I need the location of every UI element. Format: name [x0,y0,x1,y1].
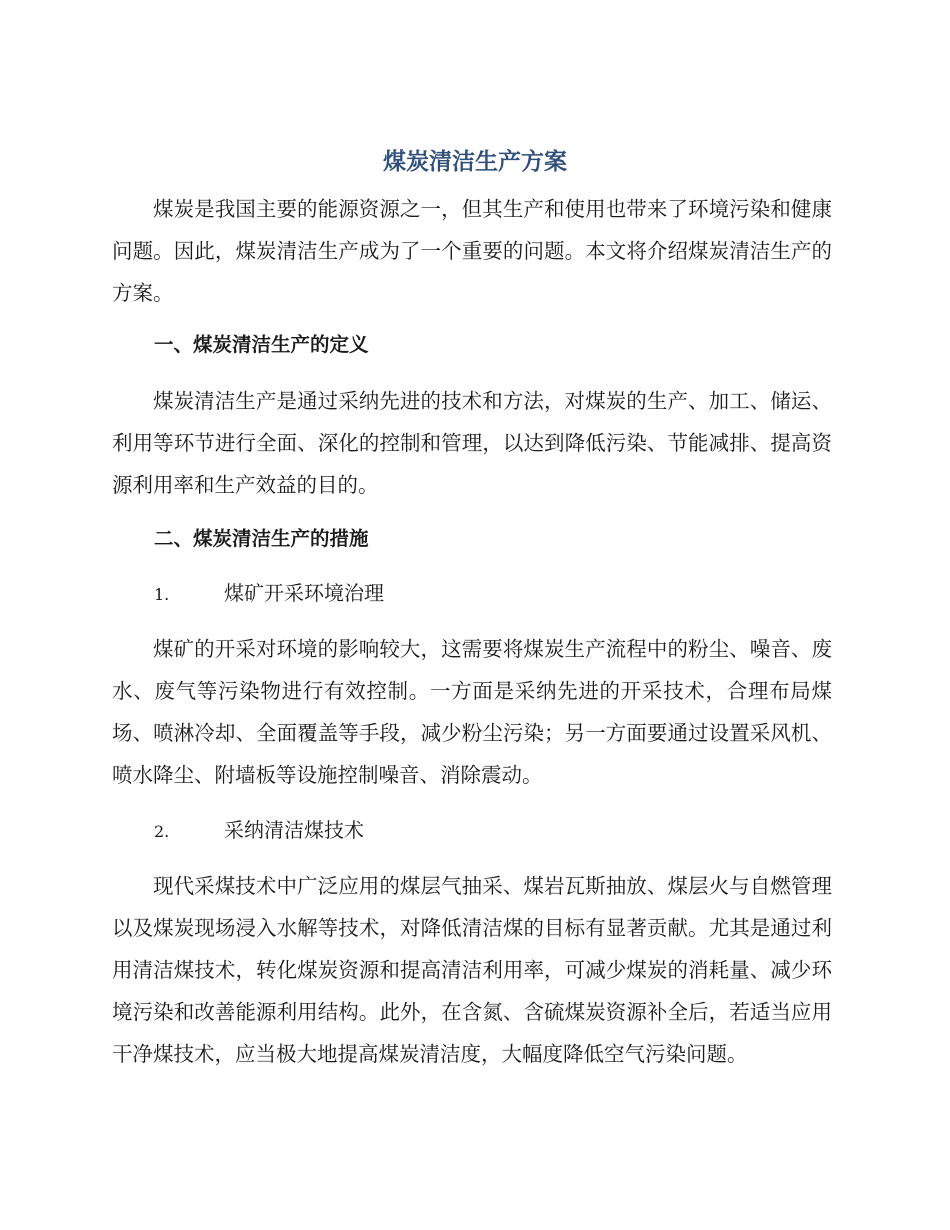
intro-paragraph: 煤炭是我国主要的能源资源之一，但其生产和使用也带来了环境污染和健康问题。因此，煤炭清洁生产成为了一个重要的问题。本文将介绍煤炭清洁生产的方案。 [112,197,832,305]
section-heading-definition: 一、煤炭清洁生产的定义 [154,333,369,356]
definition-paragraph: 煤炭清洁生产是通过采纳先进的技术和方法，对煤炭的生产、加工、储运、利用等环节进行全面、深化的控制和管理，以达到降低污染、节能减排、提高资源利用率和生产效益的目的。 [112,389,832,497]
document-title: 煤炭清洁生产方案 [383,149,567,175]
clean-coal-paragraph: 现代采煤技术中广泛应用的煤层气抽采、煤岩瓦斯抽放、煤层火与自燃管理以及煤炭现场浸入水解等技术，对降低清洁煤的目标有显著贡献。尤其是通过利用清洁煤技术，转化煤炭资源和提高清洁利用率，可减少煤炭的消耗量、减少环境污染和改善能源利用结构。此外，在含氮、含硫煤炭资源补全后，若适当应用干净煤技术，应当极大地提高煤炭清洁度，大幅度降低空气污染问题。 [112,874,832,1066]
list-title-1: 煤矿开采环境治理 [224,581,384,605]
section-heading-measures: 二、煤炭清洁生产的措施 [154,527,369,550]
list-title-2: 采纳清洁煤技术 [224,818,364,842]
list-item-2 [154,815,364,847]
mining-paragraph: 煤矿的开采对环境的影响较大，这需要将煤炭生产流程中的粉尘、噪音、废水、废气等污染物进行有效控制。一方面是采纳先进的开采技术，合理布局煤场、喷淋冷却、全面覆盖等手段，减少粉尘污染；另一方面要通过设置采风机、喷水降尘、附墙板等设施控制噪音、消除震动。 [112,637,832,787]
list-item-1 [154,578,384,610]
list-number-2: 2. [154,822,170,841]
list-number-1: 1. [154,585,170,604]
